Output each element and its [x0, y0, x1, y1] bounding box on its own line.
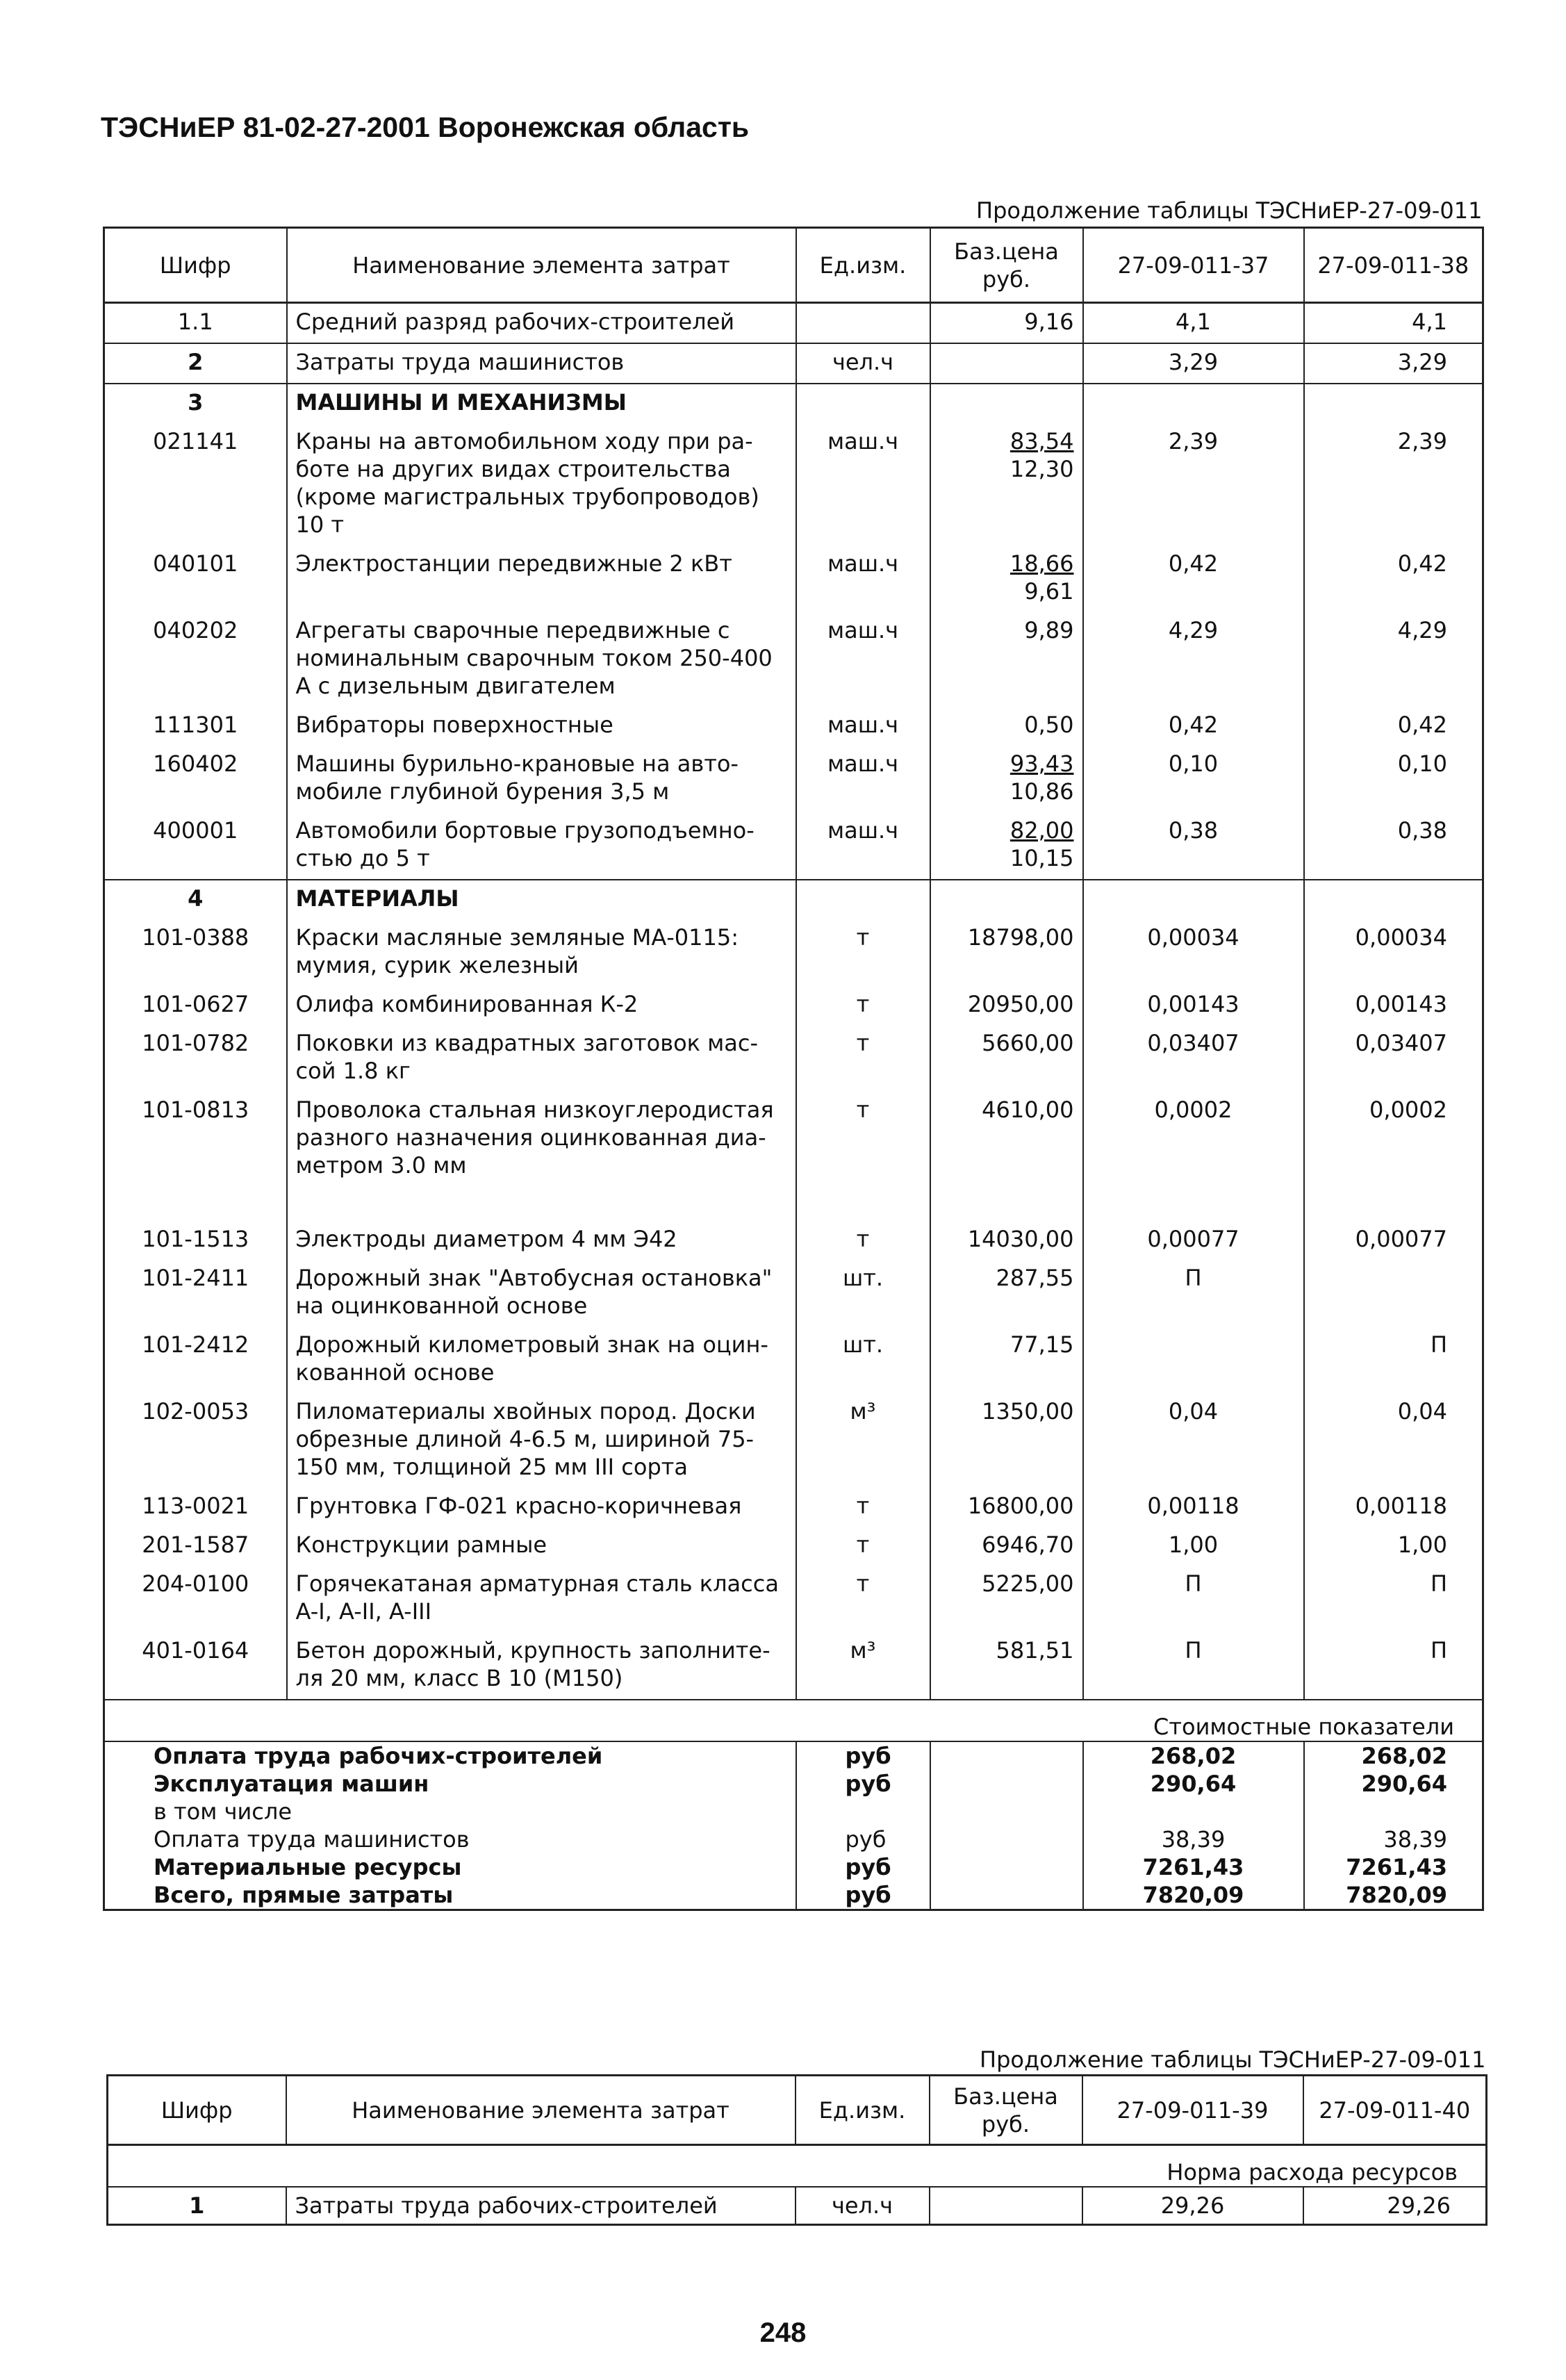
row-value-b: 1,00: [1304, 1527, 1483, 1566]
cost-value-a: 268,02: [1083, 1741, 1304, 1770]
row-value-a: 0,00077: [1083, 1221, 1304, 1260]
row-value-a: 0,00143: [1083, 986, 1304, 1025]
row-unit: т: [796, 1566, 930, 1632]
row-price: [930, 1260, 1083, 1327]
table-row: [104, 612, 1483, 707]
row-name: Краны на автомобильном ходу при ра- боте на других видах строительства (кроме магистральных трубопроводов) 10 т: [287, 423, 796, 545]
cost-price: [930, 1825, 1083, 1853]
row-value-a: П: [1083, 1632, 1304, 1700]
row-value-a: 0,03407: [1083, 1025, 1304, 1092]
row-code: 101-0627: [142, 991, 249, 1017]
row-price: [930, 1221, 1083, 1260]
table-row: [104, 1632, 1483, 1700]
row-value-b: 4,1: [1304, 303, 1483, 344]
cost-value-b: 7261,43: [1304, 1853, 1483, 1881]
header-price: Баз.цена руб.: [930, 228, 1083, 303]
table-row: [104, 1260, 1483, 1327]
cost-value-b: 38,39: [1304, 1825, 1483, 1853]
table-row: [104, 919, 1483, 986]
row-name: Конструкции рамные: [287, 1527, 796, 1566]
row-value-a: 0,0002: [1083, 1092, 1304, 1221]
resources-table: [103, 227, 1484, 1911]
row-value-a: 0,42: [1083, 707, 1304, 746]
cost-label: Всего, прямые затраты: [154, 1882, 454, 1908]
header-name: Наименование элемента затрат: [287, 228, 796, 303]
row-code: 400001: [104, 812, 287, 880]
row-price: [930, 343, 1083, 384]
row-name: Горячекатаная арматурная сталь класса A-I, A-II, A-III: [287, 1566, 796, 1632]
price-value: 9,89: [1024, 617, 1074, 643]
row-price: [930, 1566, 1083, 1632]
header-price: Баз.цена руб.: [930, 2076, 1082, 2145]
row-unit: т: [796, 1025, 930, 1092]
cost-row: [104, 1798, 1483, 1825]
row-unit: чел.ч: [796, 2187, 930, 2225]
row-value-a: 0,42: [1083, 545, 1304, 612]
price-secondary: 12,30: [1009, 456, 1074, 482]
price-value: 20950,00: [967, 991, 1074, 1017]
table-row: [104, 303, 1483, 344]
section-row: [104, 880, 1483, 919]
row-code: 160402: [153, 750, 238, 777]
header-unit: Ед.изм.: [796, 2076, 930, 2145]
cost-unit: руб: [796, 1741, 930, 1770]
row-price: [930, 545, 1083, 612]
row-name: Дорожный километровый знак на оцин- кованной основе: [287, 1327, 796, 1393]
row-value-a: [1083, 1327, 1304, 1393]
cost-price: [930, 1770, 1083, 1798]
row-name: Краски масляные земляные МА-0115: мумия, сурик железный: [287, 919, 796, 986]
cost-unit: руб: [796, 1881, 930, 1910]
row-name: Грунтовка ГФ-021 красно-коричневая: [287, 1488, 796, 1527]
table-row: [104, 343, 1483, 384]
row-value-b: 2,39: [1304, 423, 1483, 545]
row-price: [930, 2187, 1082, 2225]
price-secondary: 9,61: [1024, 578, 1074, 605]
cost-price: [930, 1798, 1083, 1825]
row-code: 4: [188, 885, 204, 912]
cost-row: [104, 1825, 1483, 1853]
row-value-a: 0,10: [1083, 746, 1304, 812]
price-value: 5660,00: [982, 1030, 1074, 1056]
row-unit: м³: [796, 1393, 930, 1488]
row-code: 021141: [153, 428, 238, 454]
document-title: ТЭСНиЕР 81-02-27-2001 Воронежская область: [101, 111, 750, 143]
table-row: [104, 1221, 1483, 1260]
cost-value-a: [1083, 1798, 1304, 1825]
resources-table-2: [106, 2074, 1487, 2226]
row-value-a: П: [1083, 1566, 1304, 1632]
row-unit: маш.ч: [796, 612, 930, 707]
cost-price: [930, 1853, 1083, 1881]
cost-unit: руб: [796, 1825, 930, 1853]
table-row: [104, 707, 1483, 746]
row-unit: т: [796, 986, 930, 1025]
row-unit: т: [796, 919, 930, 986]
row-name: МАШИНЫ И МЕХАНИЗМЫ: [287, 384, 796, 423]
row-price: [930, 1488, 1083, 1527]
price-value: 287,55: [996, 1265, 1074, 1291]
row-value-a: 1,00: [1083, 1527, 1304, 1566]
table-row: [104, 1327, 1483, 1393]
cost-value-b: [1304, 1798, 1483, 1825]
row-unit: т: [796, 1488, 930, 1527]
row-price: [930, 986, 1083, 1025]
row-value-a: [1083, 384, 1304, 423]
row-value-b: [1304, 1260, 1483, 1327]
row-name: Автомобили бортовые грузоподъемно- стью до 5 т: [287, 812, 796, 880]
row-value-a: 0,38: [1083, 812, 1304, 880]
price-value: 93,43: [1009, 750, 1074, 777]
row-price: [930, 1527, 1083, 1566]
header-code: Шифр: [108, 2076, 286, 2145]
row-price: [930, 612, 1083, 707]
price-value: 82,00: [1009, 817, 1074, 844]
row-name: Проволока стальная низкоуглеродистая разного назначения оцинкованная диа- метром 3.0 мм: [287, 1092, 796, 1221]
row-code: 1: [189, 2192, 205, 2219]
cost-label: Оплата труда рабочих-строителей: [104, 1741, 796, 1770]
cost-price: [930, 1741, 1083, 1770]
row-code: 040202: [153, 617, 238, 643]
table2-header-row: [108, 2076, 1487, 2145]
cost-row: [104, 1770, 1483, 1798]
row-code: 111301: [153, 712, 238, 738]
header-col-a: 27-09-011-39: [1082, 2076, 1303, 2145]
cost-unit: руб: [796, 1770, 930, 1798]
row-unit: маш.ч: [796, 545, 930, 612]
row-value-b: П: [1304, 1566, 1483, 1632]
row-code: 401-0164: [104, 1632, 287, 1700]
norm-header-row: [108, 2145, 1487, 2187]
price-value: 18798,00: [967, 924, 1074, 951]
row-value-b: 0,00143: [1304, 986, 1483, 1025]
row-value-a: 3,29: [1083, 343, 1304, 384]
row-unit: маш.ч: [796, 423, 930, 545]
table-row: [104, 1527, 1483, 1566]
price-secondary: 10,86: [1009, 778, 1074, 805]
row-code: 201-1587: [142, 1532, 249, 1558]
row-value-a: 29,26: [1082, 2187, 1303, 2225]
row-price: [930, 919, 1083, 986]
row-unit: [796, 880, 930, 919]
cost-value-b: 290,64: [1304, 1770, 1483, 1798]
cost-value-a: 38,39: [1083, 1825, 1304, 1853]
row-value-b: 3,29: [1304, 343, 1483, 384]
row-code: 101-0782: [142, 1030, 249, 1056]
row-name: Электростанции передвижные 2 кВт: [287, 545, 796, 612]
row-value-b: 0,00118: [1304, 1488, 1483, 1527]
row-value-a: [1083, 880, 1304, 919]
row-code: 101-1513: [142, 1226, 249, 1252]
row-code: 1.1: [104, 303, 287, 344]
cost-row: [104, 1853, 1483, 1881]
row-code: 3: [188, 389, 204, 416]
row-unit: шт.: [796, 1260, 930, 1327]
price-value: 14030,00: [967, 1226, 1074, 1252]
row-code: 113-0021: [142, 1493, 249, 1519]
row-code: 102-0053: [142, 1398, 249, 1425]
cost-row: [104, 1741, 1483, 1770]
row-price: [930, 1393, 1083, 1488]
row-value-b: 0,04: [1304, 1393, 1483, 1488]
row-price: [930, 384, 1083, 423]
header-col-b: 27-09-011-38: [1304, 228, 1483, 303]
row-value-b: 0,10: [1304, 746, 1483, 812]
row-name: Пиломатериалы хвойных пород. Доски обрезные длиной 4-6.5 м, шириной 75- 150 мм, толщиной 25 мм III сорта: [287, 1393, 796, 1488]
price-value: 5225,00: [982, 1570, 1074, 1597]
row-name: Вибраторы поверхностные: [287, 707, 796, 746]
row-value-b: П: [1304, 1327, 1483, 1393]
cost-indicators: [104, 1741, 1483, 1910]
cost-value-a: 7261,43: [1083, 1853, 1304, 1881]
table-body: [104, 303, 1483, 1700]
page-number: 248: [759, 2317, 807, 2348]
price-value: 6946,70: [982, 1532, 1074, 1558]
row-value-a: 4,29: [1083, 612, 1304, 707]
row-name: Поковки из квадратных заготовок мас- сой 1.8 кг: [287, 1025, 796, 1092]
row-code: 040101: [153, 550, 238, 577]
header-name: Наименование элемента затрат: [286, 2076, 796, 2145]
price-value: 0,50: [1024, 712, 1074, 738]
table-row: [104, 812, 1483, 880]
row-code: 204-0100: [142, 1570, 249, 1597]
cost-row: [104, 1881, 1483, 1910]
price-value: 77,15: [1009, 1331, 1074, 1358]
row-code: 101-2412: [142, 1331, 249, 1358]
row-unit: [796, 384, 930, 423]
row-price: [930, 812, 1083, 880]
row-value-a: 4,1: [1083, 303, 1304, 344]
cost-unit: руб: [796, 1853, 930, 1881]
row-value-b: 4,29: [1304, 612, 1483, 707]
table-row: [104, 423, 1483, 545]
cost-header: Стоимостные показатели: [104, 1700, 1483, 1741]
cost-label: Эксплуатация машин: [154, 1771, 429, 1797]
row-code: 101-0388: [142, 924, 249, 951]
header-code: Шифр: [104, 228, 287, 303]
row-code: 2: [104, 343, 287, 384]
section-row: [104, 384, 1483, 423]
price-value: 1350,00: [982, 1398, 1074, 1425]
row-unit: маш.ч: [796, 707, 930, 746]
cost-header-row: [104, 1700, 1483, 1741]
header-unit: Ед.изм.: [796, 228, 930, 303]
table-row: [104, 746, 1483, 812]
header-col-b: 27-09-011-40: [1303, 2076, 1487, 2145]
row-price: [930, 1327, 1083, 1393]
row-value-b: [1304, 384, 1483, 423]
row-price: [930, 423, 1083, 545]
table-row: [104, 1566, 1483, 1632]
header-col-a: 27-09-011-37: [1083, 228, 1304, 303]
row-code: 101-0813: [142, 1097, 249, 1123]
row-price: [930, 1632, 1083, 1700]
row-name: Средний разряд рабочих-строителей: [287, 303, 796, 344]
row-price: [930, 880, 1083, 919]
row-code: 101-2411: [142, 1265, 249, 1291]
row-unit: маш.ч: [796, 746, 930, 812]
row-name: Олифа комбинированная К-2: [287, 986, 796, 1025]
cost-label: в том числе: [154, 1798, 292, 1825]
row-name: Бетон дорожный, крупность заполните- ля 20 мм, класс В 10 (М150): [287, 1632, 796, 1700]
row-name: Дорожный знак "Автобусная остановка" на оцинкованной основе: [287, 1260, 796, 1327]
price-value: 4610,00: [982, 1097, 1074, 1123]
row-value-b: 0,0002: [1304, 1092, 1483, 1221]
price-value: 83,54: [1009, 428, 1074, 454]
price-value: 9,16: [1024, 309, 1074, 335]
row-name: Затраты труда рабочих-строителей: [286, 2187, 796, 2225]
table-row: [104, 1092, 1483, 1221]
price-value: 581,51: [996, 1637, 1074, 1664]
row-unit: [796, 303, 930, 344]
row-value-a: 2,39: [1083, 423, 1304, 545]
row-value-a: 0,04: [1083, 1393, 1304, 1488]
row-value-b: 29,26: [1303, 2187, 1487, 2225]
price-secondary: 10,15: [1009, 845, 1074, 871]
cost-label: Оплата труда машинистов: [154, 1826, 470, 1853]
row-name: Затраты труда машинистов: [287, 343, 796, 384]
cost-price: [930, 1881, 1083, 1910]
row-value-b: 0,42: [1304, 707, 1483, 746]
table-header-row: [104, 228, 1483, 303]
row-value-b: 0,03407: [1304, 1025, 1483, 1092]
table-row: [104, 1025, 1483, 1092]
cost-value-b: 7820,09: [1304, 1881, 1483, 1910]
row-price: [930, 707, 1083, 746]
table-row: [108, 2187, 1487, 2225]
row-value-a: 0,00034: [1083, 919, 1304, 986]
row-unit: т: [796, 1527, 930, 1566]
row-unit: чел.ч: [796, 343, 930, 384]
row-price: [930, 1025, 1083, 1092]
row-value-b: 0,38: [1304, 812, 1483, 880]
cost-value-a: 7820,09: [1083, 1881, 1304, 1910]
price-value: 16800,00: [967, 1493, 1074, 1519]
row-unit: т: [796, 1221, 930, 1260]
row-value-b: [1304, 880, 1483, 919]
continuation-label-2: Продолжение таблицы ТЭСНиЕР-27-09-011: [980, 2046, 1486, 2073]
row-name: МАТЕРИАЛЫ: [287, 880, 796, 919]
row-name: Агрегаты сварочные передвижные с номинальным сварочным током 250-400 А с дизельным двигателем: [287, 612, 796, 707]
row-value-a: П: [1083, 1260, 1304, 1327]
price-value: 18,66: [1009, 550, 1074, 577]
row-value-b: П: [1304, 1632, 1483, 1700]
continuation-label: Продолжение таблицы ТЭСНиЕР-27-09-011: [976, 197, 1483, 224]
table-row: [104, 1488, 1483, 1527]
table-row: [104, 1393, 1483, 1488]
row-unit: шт.: [796, 1327, 930, 1393]
row-price: [930, 303, 1083, 344]
table2-body: [108, 2187, 1487, 2225]
cost-label: Материальные ресурсы: [154, 1854, 462, 1880]
row-name: Машины бурильно-крановые на авто- мобиле глубиной бурения 3,5 м: [287, 746, 796, 812]
row-unit: м³: [796, 1632, 930, 1700]
row-value-b: 0,00034: [1304, 919, 1483, 986]
norm-header: Норма расхода ресурсов: [108, 2145, 1487, 2187]
cost-value-a: 290,64: [1083, 1770, 1304, 1798]
row-value-b: 0,00077: [1304, 1221, 1483, 1260]
row-value-b: 0,42: [1304, 545, 1483, 612]
row-name: Электроды диаметром 4 мм Э42: [287, 1221, 796, 1260]
cost-value-b: 268,02: [1304, 1741, 1483, 1770]
cost-unit: [796, 1798, 930, 1825]
row-value-a: 0,00118: [1083, 1488, 1304, 1527]
row-price: [930, 746, 1083, 812]
table-row: [104, 986, 1483, 1025]
table-row: [104, 545, 1483, 612]
row-unit: маш.ч: [796, 812, 930, 880]
row-unit: т: [796, 1092, 930, 1221]
row-price: [930, 1092, 1083, 1221]
